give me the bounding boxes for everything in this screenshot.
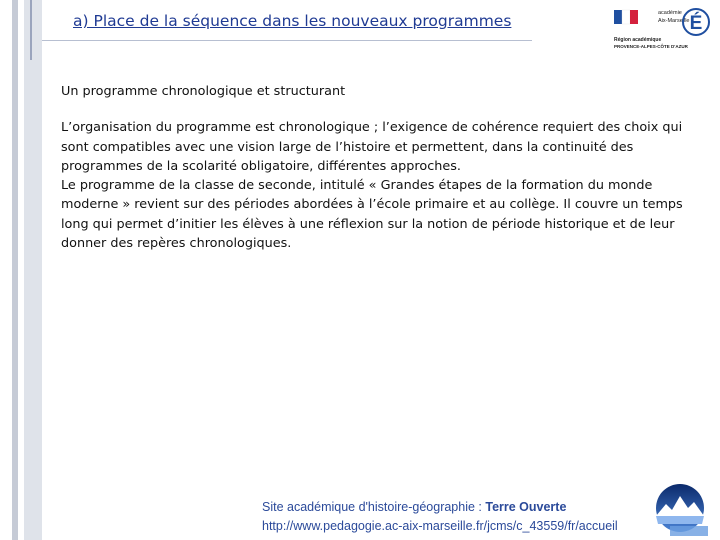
terre-ouverte-logo-icon <box>650 482 712 540</box>
footer-url[interactable]: http://www.pedagogie.ac-aix-marseille.fr/jcms/c_43559/fr/accueil <box>262 519 618 533</box>
academie-logo <box>614 4 710 52</box>
sidebar-bar <box>12 0 18 540</box>
svg-text:académie: académie <box>658 10 682 16</box>
decorative-sidebar <box>0 0 46 540</box>
main-content <box>61 82 691 253</box>
sidebar-bar <box>30 0 32 60</box>
svg-text:É: É <box>689 13 703 34</box>
section-subtitle: Un programme chronologique et structurant <box>61 84 346 99</box>
footer <box>262 498 618 536</box>
sidebar-bar <box>24 0 42 540</box>
footer-site-name: Terre Ouverte <box>485 500 567 514</box>
footer-site-line <box>262 498 618 517</box>
paragraph: Le programme de la classe de seconde, intitulé « Grandes étapes de la formation du monde moderne » revient sur des périodes abordées à l’école primaire et au collège. Il couvre un temps long qui permet d’initier les élèves à une réflexion sur la notion de période historique et de leur donner des repères chronologiques. <box>61 178 683 252</box>
svg-text:Aix-Marseille: Aix-Marseille <box>658 18 690 24</box>
svg-text:PROVENCE-ALPES-CÔTE D'AZUR: PROVENCE-ALPES-CÔTE D'AZUR <box>614 44 688 49</box>
paragraph: L’organisation du programme est chronologique ; l’exigence de cohérence requiert des choix qui sont compatibles avec une vision large de l’histoire et permettent, dans la continuité des programmes de la scolarité obligatoire, différentes approches. <box>61 120 683 174</box>
footer-site-prefix: Site académique d'histoire-géographie : <box>262 500 486 514</box>
page-title: a) Place de la séquence dans les nouveaux programmes <box>73 12 512 30</box>
header-divider <box>42 40 532 41</box>
svg-text:Région académique: Région académique <box>614 37 662 43</box>
